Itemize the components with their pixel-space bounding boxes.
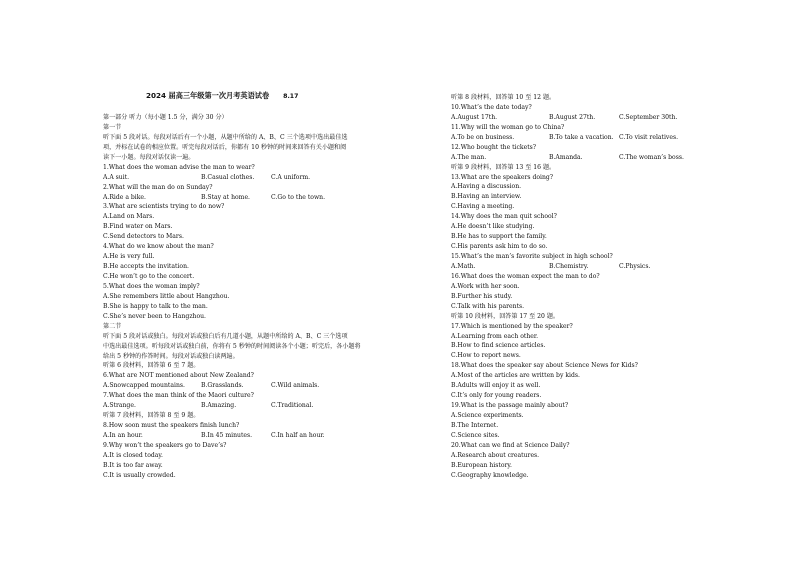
text-line: B.Adults will enjoy it as well.: [451, 382, 541, 390]
answer-option: B.Stay at home.: [201, 193, 250, 201]
text-line: 2.What will the man do on Sunday?: [103, 183, 213, 191]
answer-options-row: [451, 133, 791, 143]
text-line: A.Learning from each other.: [451, 332, 539, 340]
answer-option: B.Casual clothes.: [201, 173, 255, 181]
text-line: A.Research about creatures.: [451, 451, 540, 459]
text-line: C.Send detectors to Mars.: [103, 233, 184, 241]
text-line: 听下面 5 段对话。每段对话后有一个小题，从题中所给的 A、B、C 三个选项中选出最佳选: [103, 133, 348, 141]
text-line: 8.How soon must the speakers finish lunch?: [103, 422, 240, 430]
text-line: B.European history.: [451, 461, 512, 469]
answer-options-row: [451, 262, 791, 272]
text-line: 听第 9 段材料，回答第 13 至 16 题。: [451, 163, 556, 171]
answer-options-row: [103, 173, 433, 183]
answer-option: C.The woman’s boss.: [619, 153, 684, 161]
text-line: C.Science sites.: [451, 431, 500, 439]
exam-date: 8.17: [283, 93, 299, 100]
text-line: 14.Why does the man quit school?: [451, 213, 557, 221]
text-line: 第一节: [103, 123, 122, 131]
text-line: A.Land on Mars.: [103, 213, 155, 221]
text-line: A.She remembers little about Hangzhou.: [103, 292, 230, 300]
text-line: 4.What do we know about the man?: [103, 243, 214, 251]
text-line: A.Having a discussion.: [451, 183, 522, 191]
text-line: 听下面 5 段对话或独白。每段对话或独白后有几道小题，从题中所给的 A、B、C 三个选项: [103, 332, 348, 340]
text-line: 中选出最佳选项。听每段对话或独白前，你将有 5 秒钟的时间阅读各个小题；听完后，各小题将: [103, 342, 361, 350]
text-line: 6.What are NOT mentioned about New Zealand?: [103, 372, 254, 380]
answer-option: C.Physics.: [619, 262, 651, 270]
answer-option: C.A uniform.: [271, 173, 311, 181]
text-line: B.It is too far away.: [103, 461, 163, 469]
right-column: [451, 93, 791, 481]
text-line: 项，并标在试卷的相应位置。听完每段对话后，你都有 10 秒钟的时间来回答有关小题和阅: [103, 143, 347, 151]
answer-option: B.Amanda.: [549, 153, 583, 161]
answer-option: A.Math.: [451, 262, 476, 270]
text-line: A.He is very full.: [103, 253, 155, 261]
text-line: B.The Internet.: [451, 421, 499, 429]
text-line: 11.Why will the woman go to China?: [451, 123, 565, 131]
answer-option: B.Chemistry.: [549, 262, 589, 270]
answer-option: C.To visit relatives.: [619, 133, 679, 141]
answer-option: C.In half an hour.: [271, 432, 325, 439]
text-line: 听第 10 段材料，回答第 17 至 20 题。: [451, 312, 560, 320]
text-line: 10.What’s the date today?: [451, 103, 532, 111]
text-line: C.Geography knowledge.: [451, 471, 529, 479]
text-line: 9.Why won’t the speakers go to Dave’s?: [103, 441, 227, 449]
answer-option: B.Grasslands.: [201, 382, 244, 390]
text-line: A.Work with her soon.: [451, 282, 520, 290]
text-line: B.How to find science articles.: [451, 342, 546, 350]
text-line: B.She is happy to talk to the man.: [103, 302, 208, 310]
text-line: B.Having an interview.: [451, 193, 522, 201]
answer-option: A.The man.: [451, 153, 487, 161]
text-line: 给出 5 秒钟的作答时间。每段对话或独白读两遍。: [103, 352, 239, 360]
answer-option: A.Ride a bike.: [103, 193, 146, 201]
text-line: 20.What can we find at Science Daily?: [451, 441, 570, 449]
text-line: C.His parents ask him to do so.: [451, 243, 548, 251]
text-line: C.It is usually crowded.: [103, 471, 176, 479]
answer-option: B.To take a vacation.: [549, 133, 614, 141]
text-line: C.She’s never been to Hangzhou.: [103, 312, 206, 320]
answer-option: B.August 27th.: [549, 113, 596, 121]
text-line: 13.What are the speakers doing?: [451, 173, 554, 181]
answer-option: A.August 17th.: [451, 113, 498, 121]
answer-options-row: [451, 153, 791, 163]
answer-option: A.In an hour.: [103, 432, 143, 439]
text-line: 第二节: [103, 322, 122, 330]
text-line: 7.What does the man think of the Maori culture?: [103, 392, 254, 400]
answer-option: A.A suit.: [103, 173, 130, 181]
text-line: 第一部分 听力（每小题 1.5 分，满分 30 分）: [103, 114, 228, 121]
text-line: 1.What does the woman advise the man to wear?: [103, 163, 255, 171]
text-line: 15.What’s the man’s favorite subject in high school?: [451, 253, 613, 260]
answer-options-row: [103, 431, 433, 441]
text-line: C.How to report news.: [451, 352, 521, 360]
text-line: B.He has to support the family.: [451, 233, 547, 241]
left-column: [103, 113, 433, 481]
text-line: 读下一小题。每段对话仅读一遍。: [103, 153, 195, 161]
answer-option: A.Strange.: [103, 402, 136, 410]
answer-option: C.September 30th.: [619, 113, 678, 121]
text-line: C.It’s only for young readers.: [451, 392, 542, 400]
text-line: C.He won’t go to the concert.: [103, 273, 195, 280]
answer-option: C.Wild animals.: [271, 382, 320, 390]
text-line: 5.What does the woman imply?: [103, 282, 200, 290]
text-line: 18.What does the speaker say about Science News for Kids?: [451, 362, 638, 370]
answer-option: B.In 45 minutes.: [201, 432, 253, 439]
text-line: C.Having a meeting.: [451, 203, 515, 211]
text-line: 19.What is the passage mainly about?: [451, 402, 569, 410]
text-line: A.Most of the articles are written by kids.: [451, 372, 580, 380]
text-line: 听第 8 段材料，回答第 10 至 12 题。: [451, 94, 556, 101]
text-line: 12.Who bought the tickets?: [451, 143, 537, 151]
answer-option: C.Traditional.: [271, 402, 314, 410]
text-line: A.Science experiments.: [451, 412, 524, 419]
answer-option: C.Go to the town.: [271, 193, 326, 201]
text-line: A.It is closed today.: [103, 451, 163, 459]
text-line: B.He accepts the invitation.: [103, 263, 189, 271]
text-line: C.Talk with his parents.: [451, 302, 525, 310]
text-line: A.He doesn’t like studying.: [451, 223, 535, 231]
text-line: 听第 7 段材料，回答第 8 至 9 题。: [103, 412, 200, 420]
answer-options-row: [451, 113, 791, 123]
text-line: 3.What are scientists trying to do now?: [103, 203, 225, 211]
answer-option: A.To be on business.: [451, 133, 515, 141]
answer-options-row: [103, 193, 433, 203]
answer-option: B.Amazing.: [201, 402, 237, 410]
text-line: B.Further his study.: [451, 292, 513, 300]
answer-options-row: [103, 381, 433, 391]
text-line: 16.What does the woman expect the man to do?: [451, 272, 600, 280]
exam-title: [146, 91, 298, 101]
text-line: B.Find water on Mars.: [103, 223, 173, 231]
exam-title-text: 2024 届高三年级第一次月考英语试卷: [146, 91, 270, 100]
text-line: 17.Which is mentioned by the speaker?: [451, 322, 573, 330]
text-line: 听第 6 段材料，回答第 6 至 7 题。: [103, 362, 200, 370]
answer-option: A.Snowcapped mountains.: [103, 382, 185, 390]
answer-options-row: [103, 401, 433, 411]
